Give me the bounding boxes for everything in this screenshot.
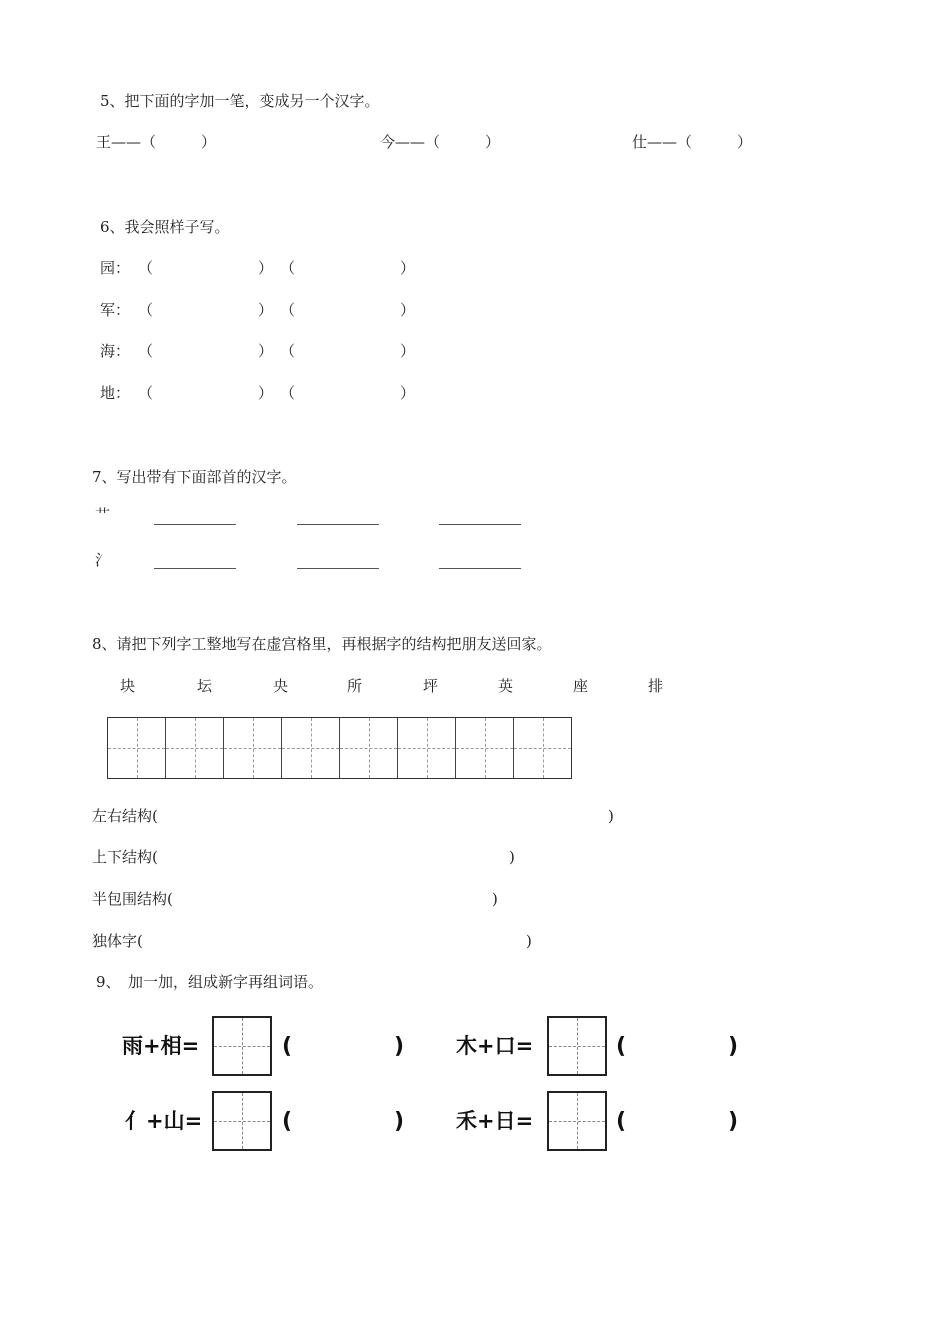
q5-item-1: 王——（ ） [96,133,217,151]
q6-row-4-label: 地： [100,384,131,402]
q5-item-2: 今——（ ） [380,133,501,151]
q7-answer-line [297,568,379,569]
q6-row-3-label: 海： [100,342,131,360]
structure-top-bottom-close: ) [509,848,515,866]
structure-single-label: 独体字( [92,932,143,950]
grid-cell[interactable] [340,718,398,778]
structure-half-surround-label: 半包围结构( [92,890,173,908]
tian-grid-box[interactable] [212,1016,272,1076]
q9-close-1: ) [394,1034,405,1059]
q6-row-1-blank-2: （ ） [280,259,416,277]
q7-radical-grass: 艹 [95,506,111,524]
q7-answer-line [154,568,236,569]
structure-top-bottom-label: 上下结构( [92,848,158,866]
structure-single-close: ) [526,932,532,950]
q5-title: 5、把下面的字加一笔，变成另一个汉字。 [100,92,380,110]
grid-cell[interactable] [108,718,166,778]
q6-row-2-label: 军： [100,301,131,319]
q9-close-3: ) [394,1109,405,1134]
q8-title: 8、请把下列字工整地写在虚宫格里，再根据字的结构把朋友送回家。 [92,635,552,653]
q7-title: 7、写出带有下面部首的汉字。 [92,468,297,486]
q6-row-3-blank-2: （ ） [280,342,416,360]
q9-open-2: ( [616,1034,627,1059]
q9-expr-3: 亻+山= [125,1109,203,1133]
q6-row-4-blank-1: （ ） [138,384,274,402]
q6-row-2-blank-2: （ ） [280,301,416,319]
q9-expr-2: 木+口= [456,1034,534,1058]
writing-grid [107,717,572,779]
q6-row-2-blank-1: （ ） [138,301,274,319]
structure-left-right-close: ) [608,807,614,825]
q9-open-4: ( [616,1109,627,1134]
q7-answer-line [154,524,236,525]
q6-row-4-blank-2: （ ） [280,384,416,402]
q9-title: 9、 加一加，组成新字再组词语。 [96,973,324,991]
q7-answer-line [439,524,521,525]
q7-radical-water: 氵 [95,551,111,569]
structure-half-surround-close: ) [492,890,498,908]
q9-open-3: ( [282,1109,293,1134]
q9-open-1: ( [282,1034,293,1059]
q5-item-3: 仕——（ ） [632,133,753,151]
q6-title: 6、我会照样子写。 [100,218,230,236]
q7-answer-line [297,524,379,525]
tian-grid-box[interactable] [212,1091,272,1151]
q8-char: 所 [347,677,363,695]
q6-row-1-blank-1: （ ） [138,259,274,277]
tian-grid-box[interactable] [547,1016,607,1076]
q9-expr-1: 雨+相= [122,1034,200,1058]
q8-char: 坪 [423,677,439,695]
q9-close-4: ) [728,1109,739,1134]
q9-close-2: ) [728,1034,739,1059]
q9-expr-4: 禾+日= [456,1109,534,1133]
structure-left-right-label: 左右结构( [92,807,158,825]
q8-char: 座 [573,677,589,695]
q8-char: 排 [648,677,664,695]
tian-grid-box[interactable] [547,1091,607,1151]
grid-cell[interactable] [224,718,282,778]
grid-cell[interactable] [282,718,340,778]
grid-cell[interactable] [166,718,224,778]
q8-char: 英 [498,677,514,695]
q8-char: 央 [273,677,289,695]
q6-row-3-blank-1: （ ） [138,342,274,360]
q8-char: 块 [120,677,136,695]
q7-answer-line [439,568,521,569]
q8-char: 坛 [197,677,213,695]
q6-row-1-label: 园： [100,259,131,277]
grid-cell[interactable] [456,718,514,778]
grid-cell[interactable] [514,718,571,778]
grid-cell[interactable] [398,718,456,778]
